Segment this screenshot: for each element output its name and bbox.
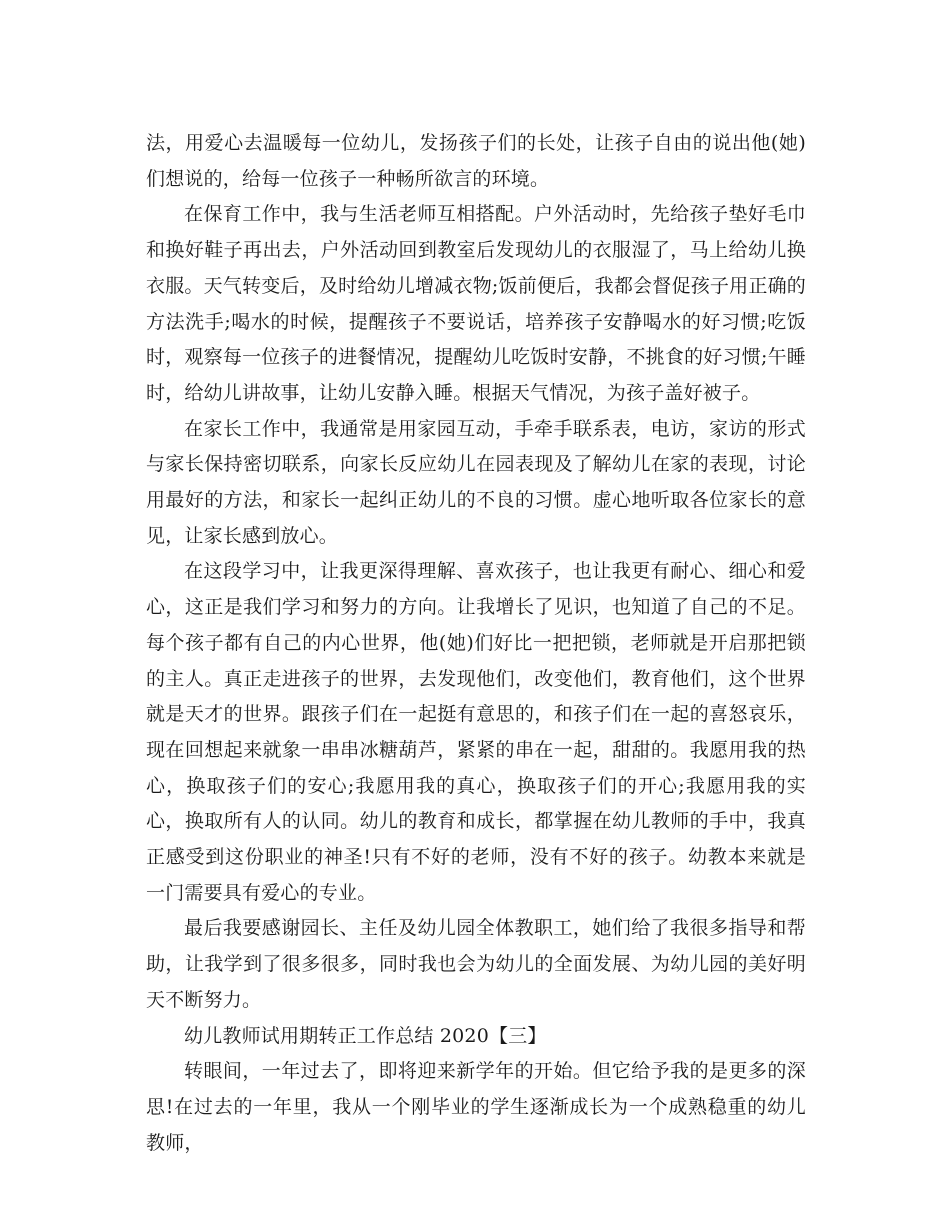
paragraph-section-three-opening: 转眼间，一年过去了，即将迎来新学年的开始。但它给予我的是更多的深思!在过去的一年里，我从一个刚毕业的学生逐渐成长为一个成熟稳重的幼儿教师， — [146, 1060, 806, 1154]
paragraph-intro-continuation: 法，用爱心去温暖每一位幼儿，发扬孩子们的长处，让孩子自由的说出他(她)们想说的，给每一位孩子一种畅所欲言的环境。 — [146, 132, 806, 190]
paragraph-childcare-work: 在保育工作中，我与生活老师互相搭配。户外活动时，先给孩子垫好毛巾和换好鞋子再出去，户外活动回到教室后发现幼儿的衣服湿了，马上给幼儿换衣服。天气转变后，及时给幼儿增减衣物;饭前便后，我都会督促孩子用正确的方法洗手;喝水的时候，提醒孩子不要说话，培养孩子安静喝水的好习惯;吃饭时，观察每一位孩子的进餐情况，提醒幼儿吃饭时安静，不挑食的好习惯;午睡时，给幼儿讲故事，让幼儿安静入睡。根据天气情况，为孩子盖好被子。 — [146, 203, 806, 404]
document-body — [146, 126, 806, 1161]
paragraph-learning-reflection: 在这段学习中，让我更深得理解、喜欢孩子，也让我更有耐心、细心和爱心，这正是我们学习和努力的方向。让我增长了见识，也知道了自己的不足。每个孩子都有自己的内心世界，他(她)们好比一把把锁，老师就是开启那把锁的主人。真正走进孩子的世界，去发现他们，改变他们，教育他们，这个世界就是天才的世界。跟孩子们在一起挺有意思的，和孩子们在一起的喜怒哀乐，现在回想起来就象一串串冰糖葫芦，紧紧的串在一起，甜甜的。我愿用我的热心，换取孩子们的安心;我愿用我的真心，换取孩子们的开心;我愿用我的实心，换取所有人的认同。幼儿的教育和成长，都掌握在幼儿教师的手中，我真正感受到这份职业的神圣!只有不好的老师，没有不好的孩子。幼教本来就是一门需要具有爱心的专业。 — [146, 560, 806, 904]
section-heading: 幼儿教师试用期转正工作总结 2020【三】 — [184, 1024, 547, 1047]
paragraph-acknowledgements: 最后我要感谢园长、主任及幼儿园全体教职工，她们给了我很多指导和帮助，让我学到了很多很多，同时我也会为幼儿的全面发展、为幼儿园的美好明天不断努力。 — [146, 917, 806, 1011]
paragraph-parent-work: 在家长工作中，我通常是用家园互动，手牵手联系表，电访，家访的形式与家长保持密切联系，向家长反应幼儿在园表现及了解幼儿在家的表现，讨论用最好的方法，和家长一起纠正幼儿的不良的习惯。虚心地听取各位家长的意见，让家长感到放心。 — [146, 417, 806, 547]
